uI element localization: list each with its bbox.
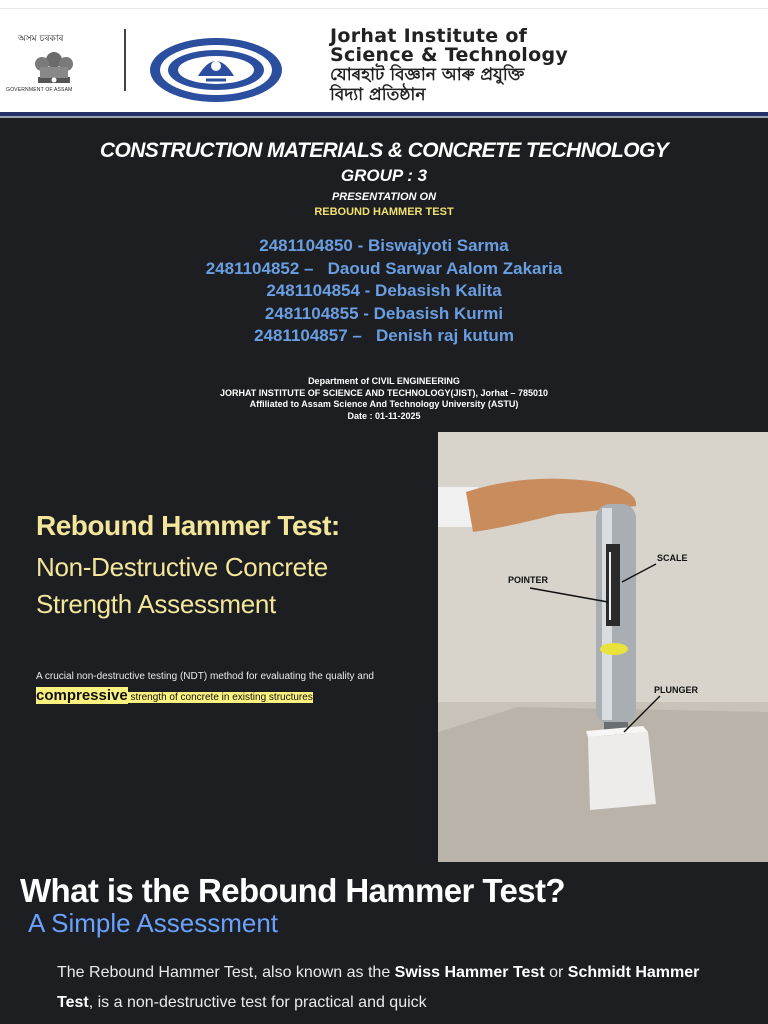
section-heading: What is the Rebound Hammer Test? [20, 872, 565, 909]
course-title: CONSTRUCTION MATERIALS & CONCRETE TECHNOLOGY [99, 139, 669, 162]
paragraph-text: The Rebound Hammer Test, also known as the [57, 964, 395, 981]
member-item: 2481104850 - Biswajyoti Sarma [259, 236, 509, 255]
department-name: CIVIL ENGINEERING [371, 376, 460, 386]
group-label: GROUP : 3 [340, 166, 428, 185]
member-item: 2481104855 - Debasish Kurmi [264, 303, 504, 323]
pointer-label: POINTER [508, 575, 549, 585]
member-item: 2481104852 – Daoud Sarwar Aalom Zakaria [205, 258, 563, 278]
section-subheading: A Simple Assessment [28, 908, 278, 938]
plunger-label: PLUNGER [654, 685, 699, 695]
member-item: 2481104857 – Denish raj kutum [254, 326, 514, 345]
department-line [0, 376, 768, 388]
institute-address: JORHAT INSTITUTE OF SCIENCE AND TECHNOLOGY(JIST), Jorhat – 785010 [219, 387, 549, 398]
date-label: Date : 01-11-2025 [347, 410, 421, 421]
swiss-hammer-term: Swiss Hammer Test [394, 964, 545, 981]
member-list [0, 235, 768, 348]
paragraph-text: or [544, 964, 568, 981]
header-underline [0, 116, 768, 118]
institute-line-1: Jorhat Institute of [330, 25, 528, 47]
department-info [0, 376, 768, 422]
member-item: 2481104854 - Debasish Kalita [266, 281, 502, 300]
paragraph-text: , is a non-destructive test for practical and quick [88, 994, 427, 1011]
slide-heading: Rebound Hammer Test: [36, 510, 340, 541]
rebound-hammer-photo [438, 432, 768, 862]
ashoka-emblem-icon [24, 43, 84, 91]
affiliation: Affiliated to Assam Science And Technology University (ASTU) [249, 399, 519, 409]
header-divider [124, 29, 126, 91]
top-strip [0, 0, 768, 9]
slide-subheading: Non-Destructive Concrete Strength Assessment [36, 552, 328, 619]
presentation-topic: REBOUND HAMMER TEST [314, 206, 454, 218]
description-text: A crucial non-destructive testing (NDT) method for evaluating the quality and [36, 671, 374, 682]
institute-line-3: যোৰহাট বিজ্ঞান আৰু প্ৰযুক্তি [330, 65, 525, 85]
jist-logo-icon [148, 36, 284, 104]
institute-name [330, 27, 568, 105]
institute-line-2: Science & Technology [330, 44, 569, 66]
gov-caption: GOVERNMENT OF ASSAM [6, 87, 73, 93]
presentation-on-label: PRESENTATION ON [331, 191, 437, 203]
gov-label: অসম চৰকাৰ [18, 34, 64, 44]
institute-line-4: বিদ্যা প্ৰতিষ্ঠান [330, 85, 426, 105]
department-prefix: Department of [308, 376, 372, 386]
institute-header [0, 9, 768, 112]
schmidt-hammer-term: Schmidt Hammer Test [57, 964, 700, 1011]
highlight-text: strength of concrete in existing structures [127, 692, 313, 703]
scale-label: SCALE [657, 553, 688, 563]
section-paragraph [57, 958, 717, 1018]
highlight-compressive: compressive [36, 687, 128, 704]
slide-description [36, 667, 436, 707]
